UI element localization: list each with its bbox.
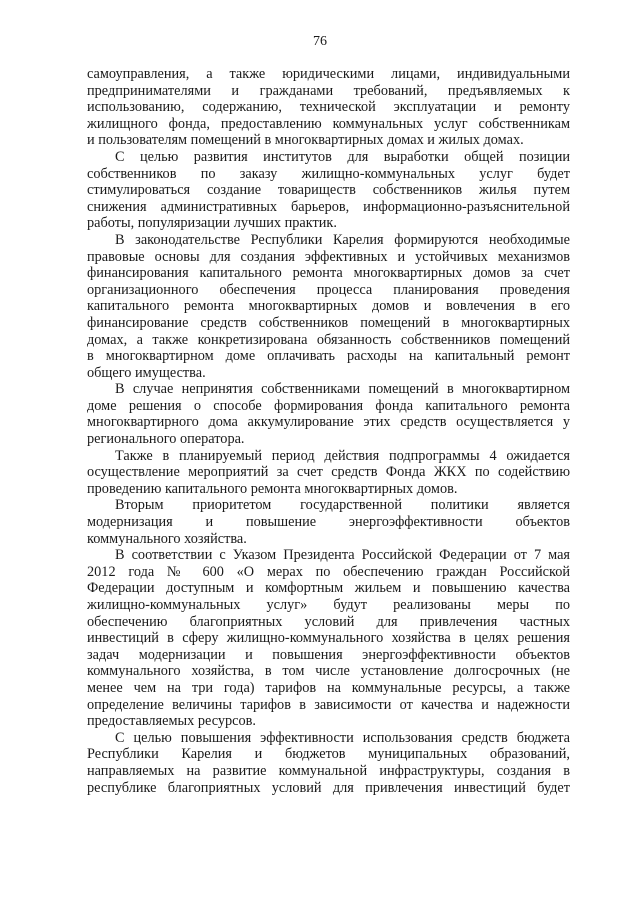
paragraph: [87, 232, 570, 381]
text-line: общего имущества.: [87, 364, 206, 381]
text-line: Также в планируемый период действия подпрограммы 4 ожидается: [115, 447, 570, 464]
text-line: финансирования капитального ремонта многоквартирных домов за счет: [87, 265, 570, 282]
text-line: республике благоприятных условий для привлечения инвестиций будет: [87, 779, 570, 796]
text-line: В соответствии с Указом Президента Российской Федерации от 7 мая: [115, 547, 570, 564]
text-line: коммунального хозяйства, в том числе установление долгосрочных (не: [87, 663, 570, 680]
text-line: Федерации доступным и комфортным жильем и повышению качества: [87, 580, 570, 597]
text-line: Республики Карелия и бюджетов муниципальных образований,: [87, 746, 570, 763]
text-line: домах, а также конкретизирована обязанность собственников помещений: [87, 331, 570, 348]
text-line: капитального ремонта многоквартирных домов и вовлечения в его: [87, 298, 570, 315]
text-line: предпринимателями и гражданами требований, предъявляемых к: [87, 82, 570, 99]
text-line: инвестиций в сферу жилищно-коммунального хозяйства в целях решения: [87, 630, 570, 647]
page-number: 76: [313, 34, 327, 49]
paragraph: [87, 381, 570, 447]
paragraph: [87, 497, 570, 547]
text-line: использованию, содержанию, технической эксплуатации и ремонту: [87, 99, 570, 116]
body-text: [87, 66, 570, 796]
text-line: снижения административных барьеров, информационно-разъяснительной: [87, 198, 570, 215]
paragraph: [87, 547, 570, 730]
paragraph: [87, 730, 570, 796]
paragraph: [87, 448, 570, 498]
text-line: менее чем на три года) тарифов на коммунальные ресурсы, а также: [87, 679, 570, 696]
text-line: регионального оператора.: [87, 431, 245, 448]
text-line: и пользователям помещений в многоквартирных домах и жилых домах.: [87, 132, 524, 149]
text-line: коммунального хозяйства.: [87, 530, 247, 547]
text-line: в многоквартирном доме оплачивать расходы на капитальный ремонт: [87, 348, 570, 365]
text-line: жилищного фонда, предоставлению коммунальных услуг собственникам: [87, 115, 570, 132]
paragraph: [87, 149, 570, 232]
text-line: финансирование средств собственников помещений в многоквартирных: [87, 314, 570, 331]
text-line: В законодательстве Республики Карелия формируются необходимые: [115, 231, 570, 248]
text-line: доме решения о способе формирования фонда капитального ремонта: [87, 397, 570, 414]
text-line: предоставляемых ресурсов.: [87, 713, 256, 730]
text-line: стимулироваться создание товариществ собственников жилья путем: [87, 182, 570, 199]
text-line: С целью развития институтов для выработки общей позиции: [115, 148, 570, 165]
text-line: организационного обеспечения процесса планирования проведения: [87, 281, 570, 298]
text-line: правовые основы для создания эффективных и устойчивых механизмов: [87, 248, 570, 265]
text-line: определение величины тарифов в зависимости от качества и надежности: [87, 696, 570, 713]
text-line: задач модернизации и повышения энергоэффективности объектов: [87, 646, 570, 663]
text-line: С целью повышения эффективности использования средств бюджета: [115, 729, 570, 746]
text-line: жилищно-коммунальных услуг» будут реализованы меры по: [87, 597, 570, 613]
text-line: проведению капитального ремонта многоквартирных домов.: [87, 480, 458, 497]
text-line: 2012 года № 600 «О мерах по обеспечению граждан Российской: [87, 563, 570, 580]
text-line: Вторым приоритетом государственной политики является: [115, 497, 570, 514]
text-line: обеспечению благоприятных условий для привлечения частных: [87, 613, 570, 630]
paragraph: [87, 66, 570, 149]
text-line: самоуправления, а также юридическими лицами, индивидуальными: [87, 66, 570, 82]
text-line: собственников по заказу жилищно-коммунальных услуг будет: [87, 165, 570, 182]
text-line: работы, популяризации лучших практик.: [87, 215, 337, 232]
text-line: модернизация и повышение энергоэффективности объектов: [87, 514, 570, 531]
text-line: многоквартирного дома аккумулирование этих средств осуществляется у: [87, 414, 570, 431]
text-line: направляемых на развитие коммунальной инфраструктуры, создания в: [87, 762, 570, 779]
text-line: осуществление мероприятий за счет средств Фонда ЖКХ по содействию: [87, 464, 570, 481]
text-line: В случае непринятия собственниками помещений в многоквартирном: [115, 381, 570, 398]
